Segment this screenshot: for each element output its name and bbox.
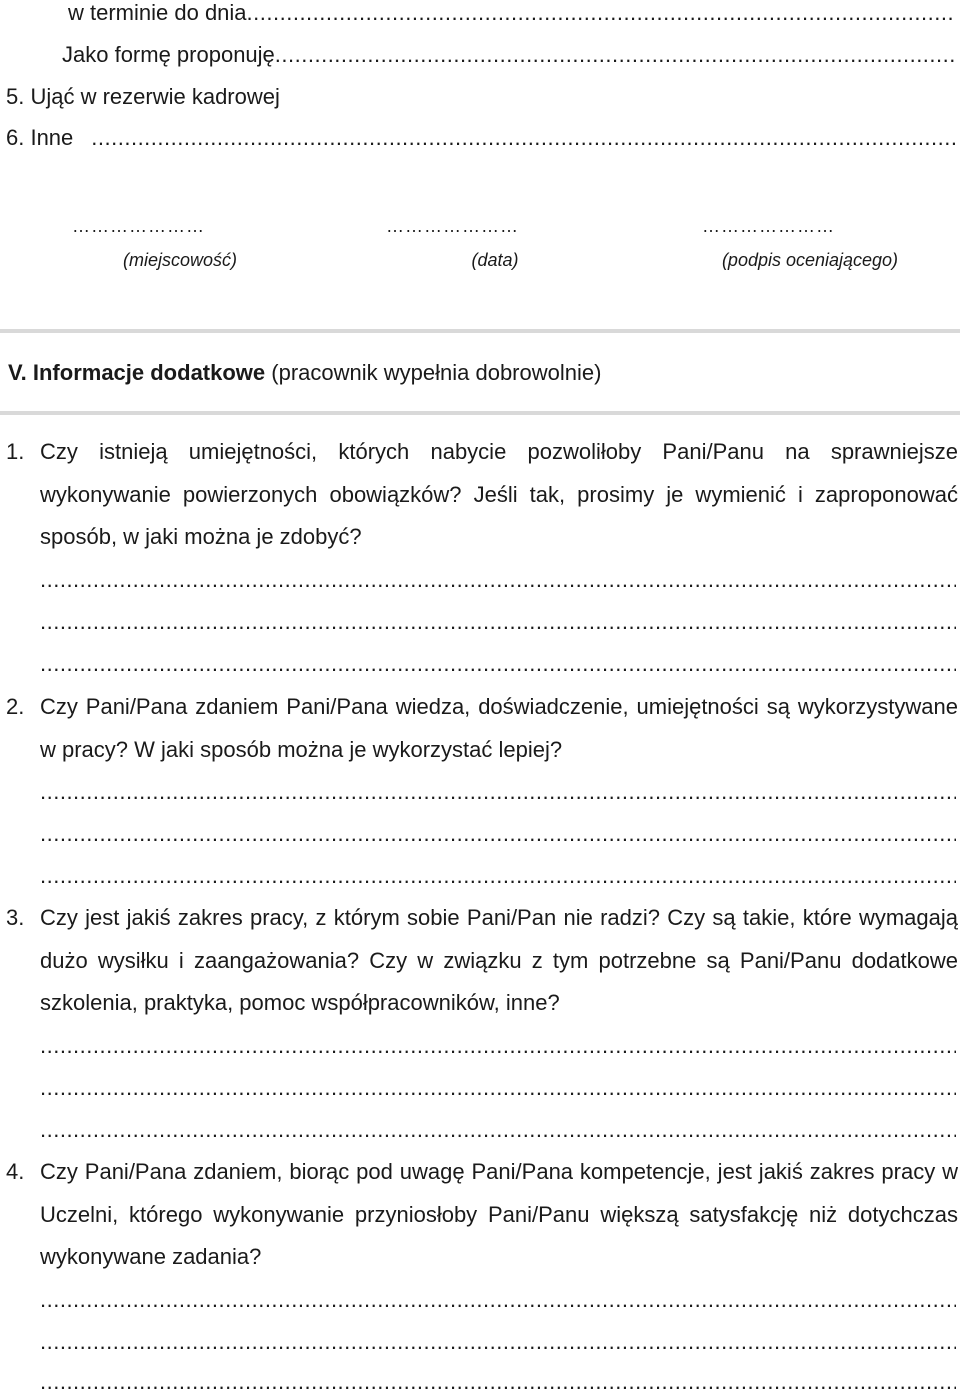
other-fill-field[interactable] xyxy=(91,125,956,151)
list-item-6-line xyxy=(6,125,956,151)
deadline-label: w terminie do dnia xyxy=(68,0,247,25)
question-2-number: 2. xyxy=(6,694,25,719)
question-1-number: 1. xyxy=(6,439,25,464)
section-header xyxy=(0,329,960,415)
question-2-answer-line-3[interactable] xyxy=(40,864,956,888)
place-label: (miejscowość) xyxy=(122,250,237,270)
date-label: (data) xyxy=(471,250,519,270)
form-proposal-fill-field[interactable] xyxy=(275,42,956,68)
section-title-bold: V. Informacje dodatkowe xyxy=(8,360,266,385)
deadline-line xyxy=(68,0,956,26)
signer-dots[interactable]: ………………… xyxy=(702,216,835,236)
question-1-text: Czy istnieją umiejętności, których nabycie pozwoliłoby Pani/Panu na sprawniejsze wykonywanie powierzonych obowiązków? Jeśli tak, prosimy je wymienić i zaproponować sposób, w jaki można je zdobyć? xyxy=(40,439,958,549)
section-title-note: (pracownik wypełnia dobrowolnie) xyxy=(271,360,602,385)
question-4-text: Czy Pani/Pana zdaniem, biorąc pod uwagę Pani/Pana kompetencje, jest jakiś zakres pracy w Uczelni, którego wykonywanie przyniosłoby Pani/Panu większą satysfakcję niż dotychczas wykonywane zadania? xyxy=(40,1159,958,1269)
question-4-answer-line-3[interactable] xyxy=(40,1370,956,1394)
form-proposal-line xyxy=(62,42,956,68)
question-2-answer-line-2[interactable] xyxy=(40,822,956,846)
question-3-answer-line-2[interactable] xyxy=(40,1076,956,1100)
form-proposal-label: Jako formę proponuję xyxy=(62,42,275,67)
question-3-answer-line-3[interactable] xyxy=(40,1118,956,1142)
signer-label: (podpis oceniającego) xyxy=(721,250,899,270)
question-4-number: 4. xyxy=(6,1159,25,1184)
question-3-number: 3. xyxy=(6,905,25,930)
question-4-answer-line-2[interactable] xyxy=(40,1330,956,1354)
list-item-6-label: 6. Inne xyxy=(6,125,74,150)
question-3-answer-line-1[interactable] xyxy=(40,1034,956,1058)
section-title xyxy=(8,360,601,386)
question-2-text: Czy Pani/Pana zdaniem Pani/Pana wiedza, doświadczenie, umiejętności są wykorzystywane w pracy? W jaki sposób można je wykorzystać lepiej? xyxy=(40,694,958,762)
question-3-text: Czy jest jakiś zakres pracy, z którym sobie Pani/Pan nie radzi? Czy są takie, które wymagają dużo wysiłku i zaangażowania? Czy w związku z tym potrzebne są Pani/Panu dodatkowe szkolenia, praktyka, pomoc współpracowników, inne? xyxy=(40,905,958,1015)
question-4-answer-line-1[interactable] xyxy=(40,1288,956,1312)
question-2-answer-line-1[interactable] xyxy=(40,780,956,804)
date-dots[interactable]: ………………… xyxy=(386,216,519,236)
question-1-answer-line-3[interactable] xyxy=(40,652,956,676)
question-1-answer-line-2[interactable] xyxy=(40,610,956,634)
question-1-answer-line-1[interactable] xyxy=(40,568,956,592)
deadline-fill-field[interactable] xyxy=(247,0,956,26)
place-dots[interactable]: ………………… xyxy=(72,216,205,236)
list-item-5: 5. Ująć w rezerwie kadrowej xyxy=(6,84,280,109)
